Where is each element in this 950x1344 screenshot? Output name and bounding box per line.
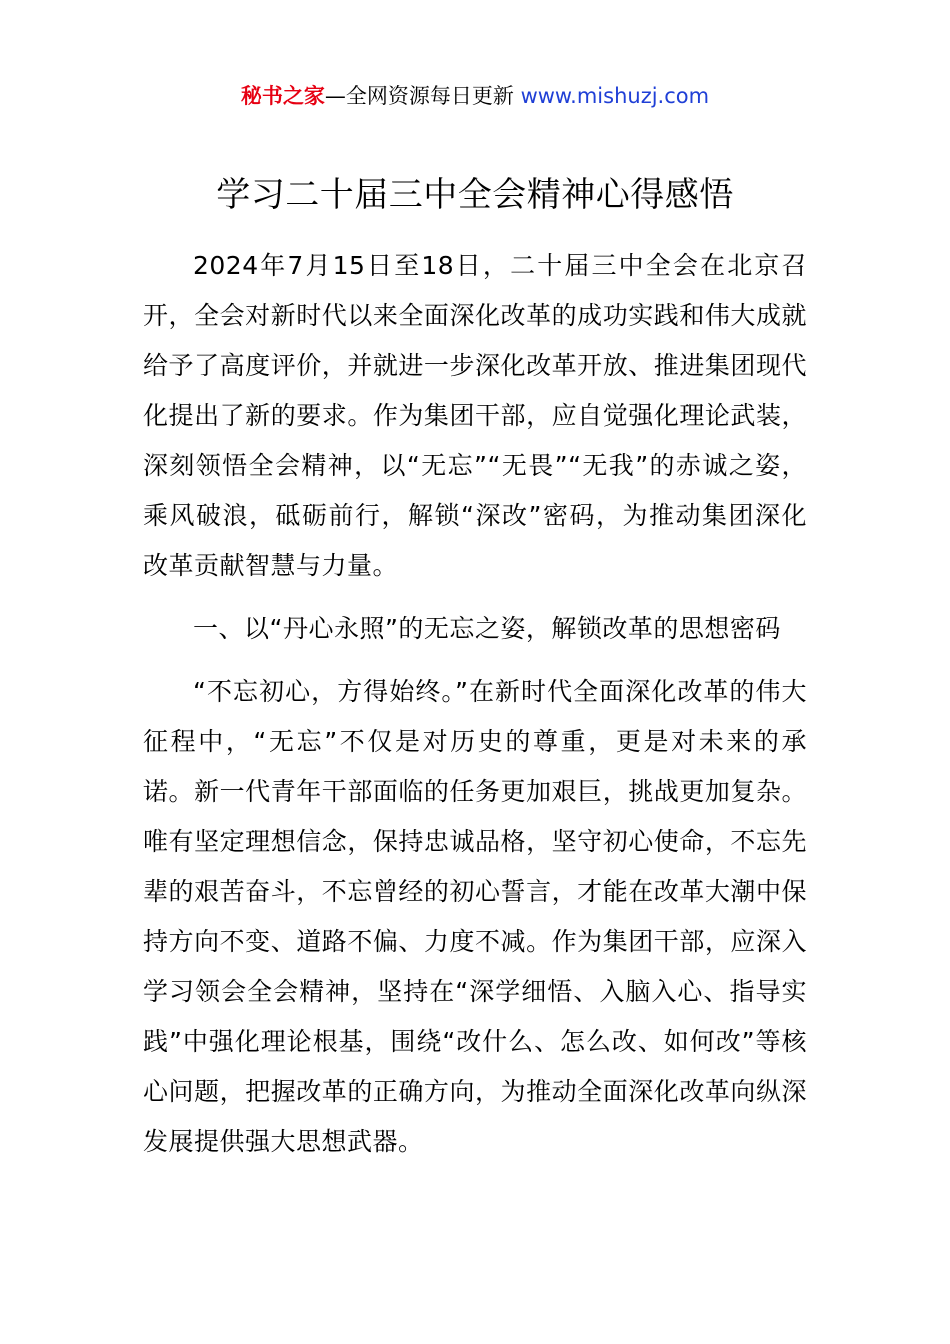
site-url-link[interactable]: www.mishuzj.com: [520, 84, 710, 108]
site-tagline: —全网资源每日更新: [324, 84, 521, 108]
section-1-heading: 一、以“丹心永照”的无忘之姿，解锁改革的思想密码: [193, 614, 781, 643]
site-brand: 秘书之家: [240, 84, 325, 108]
site-header: [0, 82, 950, 110]
intro-paragraph: 2024年7月15日至18日，二十届三中全会在北京召开，全会对新时代以来全面深化改革的成功实践和伟大成就给予了高度评价，并就进一步深化改革开放、推进集团现代化提出了新的要求。作为集团干部，应自觉强化理论武装，深刻领悟全会精神，以“无忘”“无畏”“无我”的赤诚之姿，乘风破浪，砥砺前行，解锁“深改”密码，为推动集团深化改革贡献智慧与力量。: [143, 251, 807, 580]
document-body: [143, 241, 807, 1167]
section-1-paragraph: “不忘初心，方得始终。”在新时代全面深化改革的伟大征程中，“无忘”不仅是对历史的尊重，更是对未来的承诺。新一代青年干部面临的任务更加艰巨，挑战更加复杂。唯有坚定理想信念，保持忠诚品格，坚守初心使命，不忘先辈的艰苦奋斗，不忘曾经的初心誓言，才能在改革大潮中保持方向不变、道路不偏、力度不减。作为集团干部，应深入学习领会全会精神，坚持在“深学细悟、入脑入心、指导实践”中强化理论根基，围绕“改什么、怎么改、如何改”等核心问题，把握改革的正确方向，为推动全面深化改革向纵深发展提供强大思想武器。: [143, 677, 807, 1156]
document-title: 学习二十届三中全会精神心得感悟: [216, 175, 734, 215]
